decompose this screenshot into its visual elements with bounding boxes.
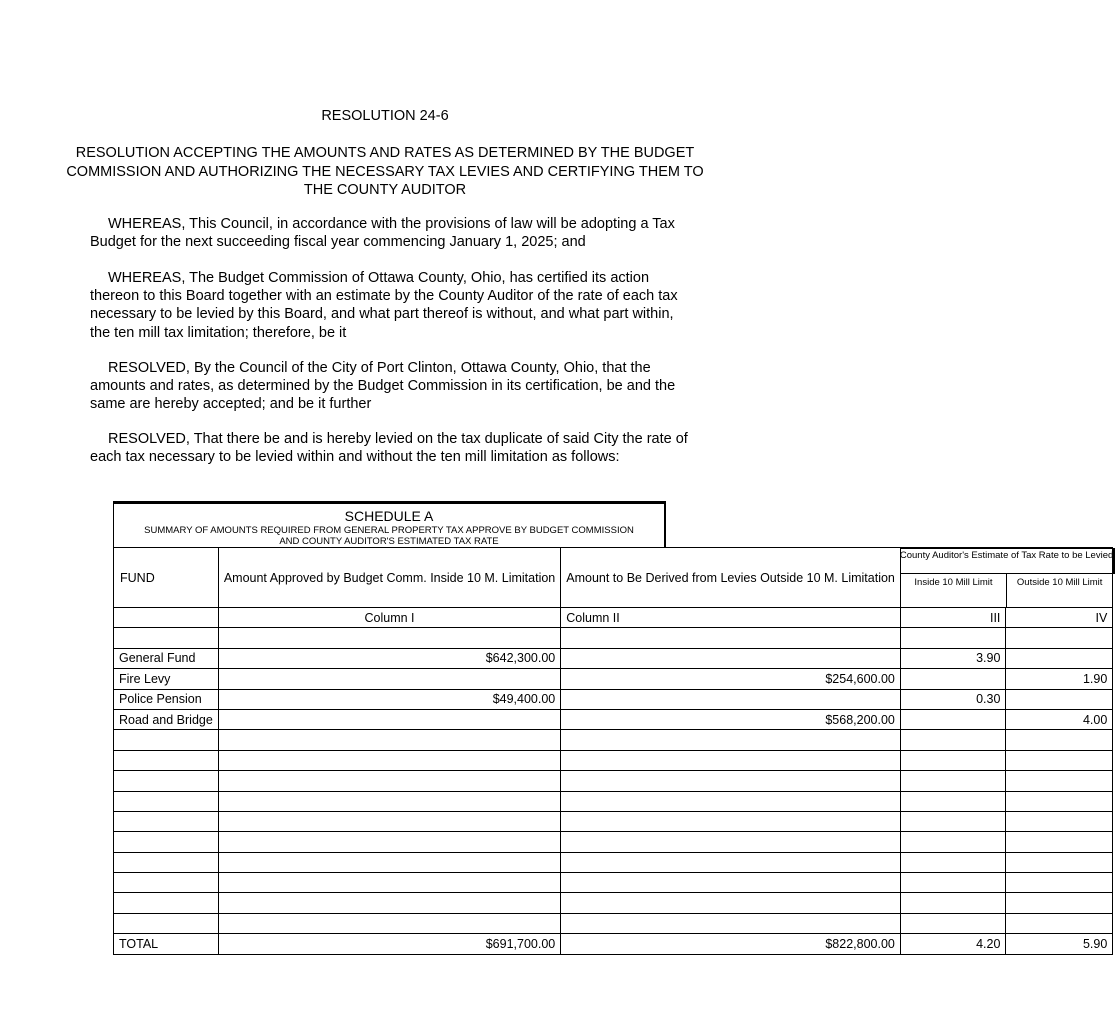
schedule-header-row <box>114 548 1113 608</box>
table-row <box>114 709 1113 729</box>
outside-limit-cell <box>1006 811 1113 831</box>
auditor-estimate-label: County Auditor's Estimate of Tax Rate to be Levied <box>900 548 1115 574</box>
inside-limit-header: Inside 10 Mill Limit <box>901 574 1007 607</box>
column-label-row <box>114 608 1113 628</box>
fund-cell <box>114 771 219 791</box>
spacer-row <box>114 628 1113 648</box>
inside-limit-cell: 4.20 <box>900 934 1006 954</box>
inside-limit-cell <box>900 791 1006 811</box>
inside-limit-cell <box>900 873 1006 893</box>
table-row <box>114 791 1113 811</box>
table-row <box>114 750 1113 770</box>
amount-outside-cell <box>561 913 901 933</box>
schedule-subtitle-line2: AND COUNTY AUDITOR'S ESTIMATED TAX RATE <box>279 536 499 547</box>
amount-outside-cell <box>561 893 901 913</box>
fund-cell <box>114 873 219 893</box>
inside-limit-cell <box>900 811 1006 831</box>
spacer-cell <box>218 628 560 648</box>
table-row <box>114 689 1113 709</box>
schedule-header <box>113 501 666 547</box>
table-row <box>114 771 1113 791</box>
paragraph-resolved-2: RESOLVED, That there be and is hereby levied on the tax duplicate of said City the rate of each tax necessary to be levied within and without the ten mill limitation as follows: <box>90 431 688 466</box>
column-label-3: III <box>900 608 1006 628</box>
amount-inside-cell <box>218 730 560 750</box>
fund-cell: Police Pension <box>114 689 219 709</box>
table-row <box>114 811 1113 831</box>
amount-outside-header: Amount to Be Derived from Levies Outside 10 M. Limitation <box>561 548 901 608</box>
inside-limit-cell: 0.30 <box>900 689 1006 709</box>
amount-outside-cell <box>561 771 901 791</box>
outside-limit-cell <box>1006 648 1113 668</box>
amount-inside-cell <box>218 669 560 689</box>
amount-inside-header: Amount Approved by Budget Comm. Inside 10 M. Limitation <box>218 548 560 608</box>
fund-header: FUND <box>114 548 219 608</box>
amount-outside-cell <box>561 791 901 811</box>
amount-outside-cell <box>561 852 901 872</box>
spacer-cell <box>114 628 219 648</box>
outside-limit-cell: 5.90 <box>1006 934 1113 954</box>
table-row <box>114 832 1113 852</box>
amount-outside-cell <box>561 689 901 709</box>
column-label-2: Column II <box>561 608 901 628</box>
outside-limit-cell <box>1006 893 1113 913</box>
resolution-number: RESOLUTION 24-6 <box>321 108 449 124</box>
outside-limit-cell <box>1006 791 1113 811</box>
amount-outside-cell <box>561 873 901 893</box>
outside-limit-cell <box>1006 730 1113 750</box>
schedule-subtitle <box>114 525 664 547</box>
amount-outside-cell <box>561 811 901 831</box>
amount-outside-cell: $822,800.00 <box>561 934 901 954</box>
amount-inside-cell <box>218 791 560 811</box>
amount-outside-cell: $568,200.00 <box>561 709 901 729</box>
outside-limit-cell <box>1006 913 1113 933</box>
outside-limit-cell <box>1006 689 1113 709</box>
amount-inside-cell: $49,400.00 <box>218 689 560 709</box>
outside-limit-cell <box>1006 832 1113 852</box>
resolution-heading: RESOLUTION ACCEPTING THE AMOUNTS AND RATES AS DETERMINED BY THE BUDGET COMMISSION AND AUTHORIZING THE NECESSARY TAX LEVIES AND CERTIFYING THEM TO THE COUNTY AUDITOR <box>66 145 704 198</box>
column-label-1: Column I <box>218 608 560 628</box>
inside-limit-cell <box>900 709 1006 729</box>
amount-inside-cell <box>218 893 560 913</box>
amount-outside-cell <box>561 648 901 668</box>
table-row <box>114 648 1113 668</box>
inside-limit-cell <box>900 893 1006 913</box>
amount-outside-cell <box>561 750 901 770</box>
fund-cell: Fire Levy <box>114 669 219 689</box>
fund-cell <box>114 750 219 770</box>
fund-cell <box>114 791 219 811</box>
amount-inside-cell <box>218 913 560 933</box>
paragraph-resolved-1: RESOLVED, By the Council of the City of Port Clinton, Ottawa County, Ohio, that the amounts and rates, as determined by the Budget Commission in its certification, be and the same are hereby accepted; and be it further <box>90 360 676 413</box>
inside-limit-cell: 3.90 <box>900 648 1006 668</box>
spacer-cell <box>561 628 901 648</box>
fund-cell <box>114 913 219 933</box>
table-row <box>114 730 1113 750</box>
table-row <box>114 852 1113 872</box>
paragraph-whereas-2: WHEREAS, The Budget Commission of Ottawa County, Ohio, has certified its action thereon to this Board together with an estimate by the County Auditor of the rate of each tax necessary to be levied by this Board, and what part thereof is without, and what part within, the ten mill tax limitation; therefore, be it <box>90 270 678 341</box>
fund-cell <box>114 893 219 913</box>
amount-inside-cell: $642,300.00 <box>218 648 560 668</box>
amount-inside-cell <box>218 709 560 729</box>
schedule-table <box>113 547 1113 955</box>
spacer-cell <box>1006 628 1113 648</box>
fund-cell <box>114 730 219 750</box>
inside-limit-cell <box>900 771 1006 791</box>
amount-inside-cell: $691,700.00 <box>218 934 560 954</box>
inside-limit-cell <box>900 832 1006 852</box>
fund-cell <box>114 811 219 831</box>
inside-limit-cell <box>900 750 1006 770</box>
schedule-subtitle-line1: SUMMARY OF AMOUNTS REQUIRED FROM GENERAL PROPERTY TAX APPROVE BY BUDGET COMMISSION <box>144 525 634 536</box>
fund-cell <box>114 832 219 852</box>
amount-inside-cell <box>218 771 560 791</box>
spacer-cell <box>900 628 1006 648</box>
outside-limit-cell: 4.00 <box>1006 709 1113 729</box>
fund-cell: TOTAL <box>114 934 219 954</box>
auditor-estimate-header <box>900 548 1112 608</box>
table-row <box>114 669 1113 689</box>
table-row <box>114 873 1113 893</box>
total-row <box>114 934 1113 954</box>
schedule-title: SCHEDULE A <box>344 508 434 524</box>
amount-inside-cell <box>218 873 560 893</box>
outside-limit-cell: 1.90 <box>1006 669 1113 689</box>
amount-outside-cell: $254,600.00 <box>561 669 901 689</box>
amount-outside-cell <box>561 730 901 750</box>
amount-inside-cell <box>218 811 560 831</box>
table-row <box>114 893 1113 913</box>
fund-cell: General Fund <box>114 648 219 668</box>
paragraph-whereas-1: WHEREAS, This Council, in accordance with the provisions of law will be adopting a Tax Budget for the next succeeding fiscal year commencing January 1, 2025; and <box>90 216 675 251</box>
outside-limit-cell <box>1006 873 1113 893</box>
inside-limit-cell <box>900 913 1006 933</box>
table-row <box>114 913 1113 933</box>
amount-inside-cell <box>218 832 560 852</box>
column-label-4: IV <box>1006 608 1113 628</box>
inside-limit-cell <box>900 730 1006 750</box>
column-label-blank <box>114 608 219 628</box>
inside-limit-cell <box>900 669 1006 689</box>
outside-limit-cell <box>1006 771 1113 791</box>
fund-cell: Road and Bridge <box>114 709 219 729</box>
amount-inside-cell <box>218 852 560 872</box>
outside-limit-cell <box>1006 852 1113 872</box>
amount-outside-cell <box>561 832 901 852</box>
outside-limit-cell <box>1006 750 1113 770</box>
inside-limit-cell <box>900 852 1006 872</box>
outside-limit-header: Outside 10 Mill Limit <box>1016 577 1103 588</box>
fund-cell <box>114 852 219 872</box>
amount-inside-cell <box>218 750 560 770</box>
